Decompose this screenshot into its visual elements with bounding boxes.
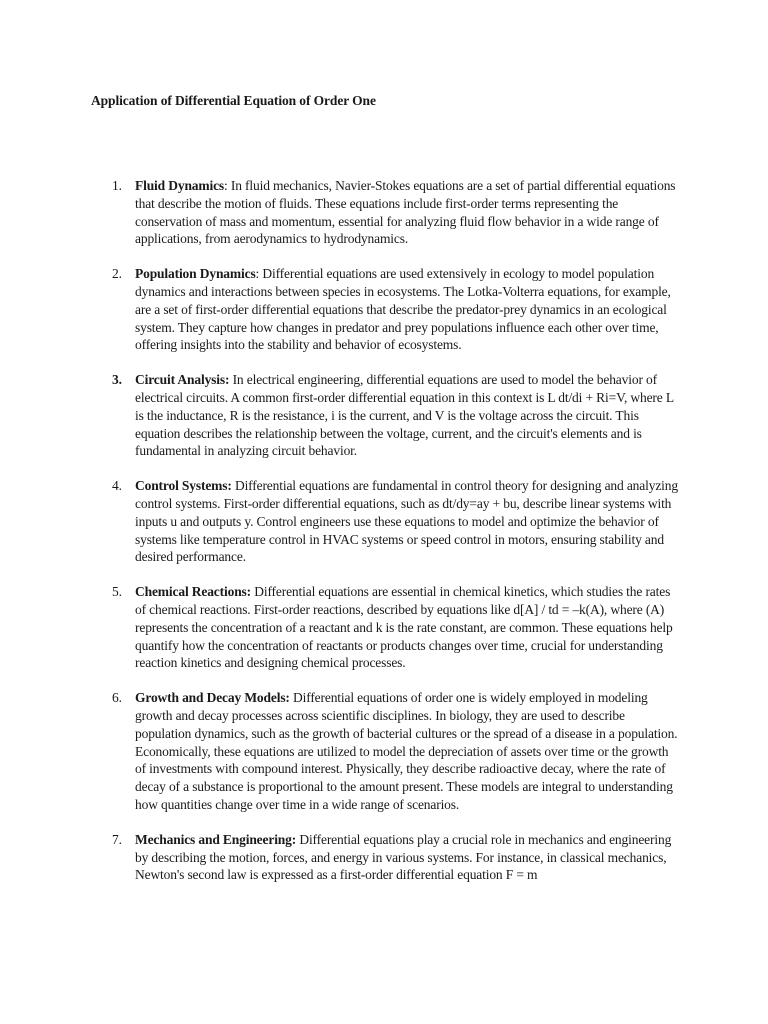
list-item-number: 7. (112, 831, 122, 847)
list-item-number: 2. (112, 266, 122, 282)
list-item-text: Differential equations play a crucial role in mechanics and engineering by describing the motion, forces, and energy in various systems. For instance, in classical mechanics, Newton's second law is expressed as a first-order differential equation F = m (135, 831, 672, 883)
list-item-number: 5. (112, 584, 122, 600)
list-item-heading: Fluid Dynamics (135, 178, 225, 193)
list-item-circuit-analysis (0, 371, 680, 460)
list-item-number: 6. (112, 690, 122, 706)
list-item-separator: : (224, 178, 231, 193)
list-item-text: Differential equations are fundamental in control theory for designing and analyzing control systems. First-order differential equations, such as dt/dy=ay + bu, describe linear systems with inputs u and outputs y. Control engineers use these equations to model and optimize the behavior of systems like temperature control in HVAC systems or speed control in motors, ensuring stability and desired performance. (135, 478, 678, 565)
list-item-separator: : (255, 266, 263, 282)
applications-list (0, 177, 768, 901)
list-item-heading: Growth and Decay Models: (135, 690, 290, 706)
list-item-heading: Chemical Reactions: (135, 584, 252, 600)
list-item-heading: Control Systems: (135, 478, 232, 494)
list-item-heading: Mechanics and Engineering: (135, 831, 297, 847)
list-item-growth-and-decay (0, 689, 680, 814)
list-item-heading: Population Dynamics (135, 266, 256, 282)
list-item-number: 4. (112, 478, 122, 494)
list-item-text: Differential equations are essential in chemical kinetics, which studies the rates of chemical reactions. First-order reactions, described by equations like d[A] / td = –k(A), where (A) represents the concentration of a reactant and k is the rate constant, are common. These equations help quantify how the concentration of reactants or products changes over time, crucial for understanding reaction kinetics and designing chemical processes. (135, 584, 673, 671)
list-item-text: Differential equations are used extensively in ecology to model population dynamics and interactions between species in ecosystems. The Lotka-Volterra equations, for example, are a set of first-order differential equations that describe the predator-prey dynamics in an ecological system. They capture how changes in predator and prey populations influence each other over time, offering insights into the stability and behavior of ecosystems. (135, 266, 671, 353)
list-item-heading: Circuit Analysis: (135, 372, 230, 388)
list-item-control-systems (0, 477, 680, 566)
document-title: Application of Differential Equation of Order One (91, 93, 376, 108)
list-item-number: 1. (112, 178, 122, 193)
list-item-text: In fluid mechanics, Navier-Stokes equations are a set of partial differential equations that describe the motion of fluids. These equations include first-order terms representing the conservation of mass and momentum, essential for analyzing fluid flow behavior in a wide range of applications, from aerodynamics to hydrodynamics. (135, 178, 676, 247)
list-item-chemical-reactions (0, 583, 680, 672)
list-item-fluid-dynamics (0, 177, 680, 248)
list-item-text: Differential equations of order one is widely employed in modeling growth and decay processes across scientific disciplines. In biology, they are used to describe population dynamics, such as the growth of bacterial cultures or the spread of a disease in a population. Economically, these equations are utilized to model the depreciation of assets over time or the growth of investments with compound interest. Physically, they describe radioactive decay, where the rate of decay of a substance is proportional to the amount present. These models are integral to understanding how quantities change over time in a wide range of scenarios. (135, 690, 678, 812)
list-item-text: In electrical engineering, differential equations are used to model the behavior of electrical circuits. A common first-order differential equation in this context is L dt/di + Ri=V, where L is the inductance, R is the resistance, i is the current, and V is the voltage across the circuit. This equation describes the relationship between the voltage, current, and the circuit's elements and is fundamental in analyzing circuit behavior. (135, 372, 674, 459)
list-item-number: 3. (112, 372, 122, 388)
list-item-mechanics-and-engineering (0, 831, 680, 884)
list-item-population-dynamics (0, 265, 680, 354)
